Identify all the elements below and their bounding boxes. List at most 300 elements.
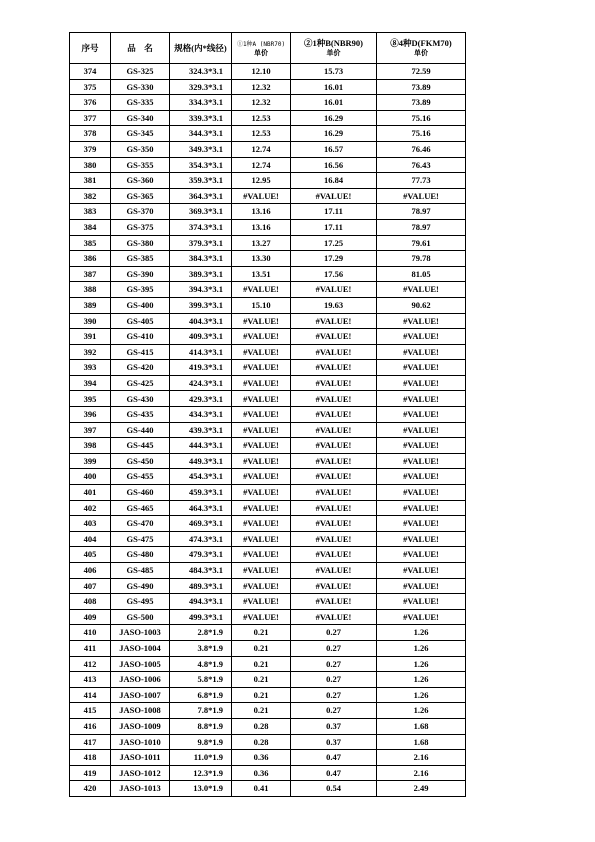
cell-price-d: 79.78: [377, 251, 466, 267]
cell-price-a: #VALUE!: [232, 453, 291, 469]
cell-price-a: #VALUE!: [232, 391, 291, 407]
cell-price-a: 0.21: [232, 687, 291, 703]
cell-price-b: 0.37: [291, 718, 377, 734]
cell-price-d: #VALUE!: [377, 188, 466, 204]
cell-spec: 449.3*3.1: [170, 453, 232, 469]
cell-spec: 2.8*1.9: [170, 625, 232, 641]
cell-serial-no: 402: [70, 500, 111, 516]
cell-price-d: 78.97: [377, 219, 466, 235]
table-row: [70, 219, 466, 235]
cell-serial-no: 379: [70, 141, 111, 157]
cell-price-d: #VALUE!: [377, 360, 466, 376]
cell-serial-no: 400: [70, 469, 111, 485]
table-row: [70, 609, 466, 625]
cell-spec: 459.3*3.1: [170, 485, 232, 501]
cell-price-b: 0.37: [291, 734, 377, 750]
cell-product-name: GS-425: [111, 375, 170, 391]
cell-price-b: 0.47: [291, 750, 377, 766]
cell-price-a: #VALUE!: [232, 438, 291, 454]
cell-price-d: #VALUE!: [377, 500, 466, 516]
cell-product-name: GS-480: [111, 547, 170, 563]
cell-serial-no: 374: [70, 64, 111, 80]
cell-serial-no: 406: [70, 563, 111, 579]
cell-price-a: #VALUE!: [232, 469, 291, 485]
cell-spec: 389.3*3.1: [170, 266, 232, 282]
cell-serial-no: 420: [70, 781, 111, 797]
cell-spec: 4.8*1.9: [170, 656, 232, 672]
cell-price-d: 72.59: [377, 64, 466, 80]
cell-spec: 494.3*3.1: [170, 594, 232, 610]
cell-price-b: 16.84: [291, 173, 377, 189]
cell-price-d: #VALUE!: [377, 594, 466, 610]
cell-price-a: #VALUE!: [232, 282, 291, 298]
table-row: [70, 453, 466, 469]
table-row: [70, 594, 466, 610]
cell-price-d: 73.89: [377, 79, 466, 95]
cell-serial-no: 399: [70, 453, 111, 469]
cell-price-b: #VALUE!: [291, 391, 377, 407]
cell-serial-no: 375: [70, 79, 111, 95]
cell-product-name: GS-370: [111, 204, 170, 220]
table-header: [70, 33, 466, 64]
cell-product-name: GS-360: [111, 173, 170, 189]
table-row: [70, 422, 466, 438]
cell-serial-no: 409: [70, 609, 111, 625]
cell-price-b: #VALUE!: [291, 594, 377, 610]
cell-price-a: 0.21: [232, 656, 291, 672]
cell-serial-no: 396: [70, 407, 111, 423]
cell-price-d: #VALUE!: [377, 422, 466, 438]
cell-product-name: GS-350: [111, 141, 170, 157]
cell-price-d: #VALUE!: [377, 313, 466, 329]
header-type-b: [291, 33, 377, 64]
cell-spec: 384.3*3.1: [170, 251, 232, 267]
cell-product-name: GS-445: [111, 438, 170, 454]
cell-price-b: #VALUE!: [291, 329, 377, 345]
cell-serial-no: 404: [70, 531, 111, 547]
header-type-d: [377, 33, 466, 64]
cell-price-d: 2.16: [377, 765, 466, 781]
cell-price-a: 13.51: [232, 266, 291, 282]
cell-price-b: 16.29: [291, 110, 377, 126]
cell-product-name: GS-410: [111, 329, 170, 345]
cell-spec: 489.3*3.1: [170, 578, 232, 594]
cell-price-b: 17.56: [291, 266, 377, 282]
cell-serial-no: 413: [70, 672, 111, 688]
cell-price-b: 0.27: [291, 672, 377, 688]
cell-price-d: #VALUE!: [377, 375, 466, 391]
table-row: [70, 375, 466, 391]
cell-price-b: #VALUE!: [291, 344, 377, 360]
cell-price-b: 16.01: [291, 95, 377, 111]
cell-product-name: JASO-1012: [111, 765, 170, 781]
cell-spec: 419.3*3.1: [170, 360, 232, 376]
cell-product-name: JASO-1009: [111, 718, 170, 734]
cell-product-name: GS-415: [111, 344, 170, 360]
cell-price-a: #VALUE!: [232, 313, 291, 329]
cell-serial-no: 386: [70, 251, 111, 267]
cell-product-name: GS-420: [111, 360, 170, 376]
table-row: [70, 313, 466, 329]
cell-spec: 464.3*3.1: [170, 500, 232, 516]
table-row: [70, 625, 466, 641]
cell-product-name: GS-455: [111, 469, 170, 485]
table-row: [70, 531, 466, 547]
cell-price-b: 17.11: [291, 219, 377, 235]
cell-spec: 479.3*3.1: [170, 547, 232, 563]
cell-serial-no: 408: [70, 594, 111, 610]
cell-price-a: 12.74: [232, 141, 291, 157]
cell-spec: 444.3*3.1: [170, 438, 232, 454]
cell-price-d: 1.68: [377, 734, 466, 750]
cell-serial-no: 398: [70, 438, 111, 454]
cell-product-name: JASO-1008: [111, 703, 170, 719]
cell-price-a: #VALUE!: [232, 360, 291, 376]
cell-price-b: 15.73: [291, 64, 377, 80]
cell-spec: 12.3*1.9: [170, 765, 232, 781]
cell-price-d: 1.68: [377, 718, 466, 734]
cell-serial-no: 418: [70, 750, 111, 766]
table-row: [70, 282, 466, 298]
table-row: [70, 329, 466, 345]
cell-price-a: 12.53: [232, 126, 291, 142]
cell-price-d: 1.26: [377, 625, 466, 641]
cell-price-b: #VALUE!: [291, 438, 377, 454]
cell-price-a: #VALUE!: [232, 188, 291, 204]
cell-spec: 7.8*1.9: [170, 703, 232, 719]
cell-price-a: 12.32: [232, 79, 291, 95]
cell-spec: 364.3*3.1: [170, 188, 232, 204]
cell-price-b: 19.63: [291, 297, 377, 313]
cell-product-name: GS-440: [111, 422, 170, 438]
cell-serial-no: 378: [70, 126, 111, 142]
cell-price-d: #VALUE!: [377, 329, 466, 345]
cell-spec: 11.0*1.9: [170, 750, 232, 766]
cell-spec: 13.0*1.9: [170, 781, 232, 797]
cell-spec: 5.8*1.9: [170, 672, 232, 688]
cell-product-name: GS-465: [111, 500, 170, 516]
cell-serial-no: 390: [70, 313, 111, 329]
cell-price-d: #VALUE!: [377, 469, 466, 485]
cell-price-a: 0.28: [232, 718, 291, 734]
cell-price-a: 0.21: [232, 640, 291, 656]
table-row: [70, 407, 466, 423]
cell-serial-no: 416: [70, 718, 111, 734]
cell-product-name: GS-365: [111, 188, 170, 204]
cell-serial-no: 401: [70, 485, 111, 501]
table-row: [70, 687, 466, 703]
cell-product-name: GS-385: [111, 251, 170, 267]
table-row: [70, 640, 466, 656]
table-row: [70, 64, 466, 80]
cell-serial-no: 415: [70, 703, 111, 719]
table-row: [70, 297, 466, 313]
table-row: [70, 95, 466, 111]
table-row: [70, 485, 466, 501]
cell-price-a: 0.21: [232, 625, 291, 641]
cell-price-b: 0.47: [291, 765, 377, 781]
cell-spec: 414.3*3.1: [170, 344, 232, 360]
cell-price-a: 13.16: [232, 204, 291, 220]
cell-serial-no: 380: [70, 157, 111, 173]
table-row: [70, 126, 466, 142]
cell-price-b: #VALUE!: [291, 360, 377, 376]
cell-price-a: #VALUE!: [232, 500, 291, 516]
cell-price-b: #VALUE!: [291, 453, 377, 469]
cell-price-b: #VALUE!: [291, 469, 377, 485]
cell-price-b: 17.29: [291, 251, 377, 267]
cell-serial-no: 417: [70, 734, 111, 750]
cell-product-name: GS-495: [111, 594, 170, 610]
cell-product-name: GS-405: [111, 313, 170, 329]
cell-product-name: GS-500: [111, 609, 170, 625]
cell-spec: 434.3*3.1: [170, 407, 232, 423]
cell-product-name: GS-490: [111, 578, 170, 594]
cell-spec: 469.3*3.1: [170, 516, 232, 532]
cell-spec: 334.3*3.1: [170, 95, 232, 111]
cell-price-a: 12.74: [232, 157, 291, 173]
cell-price-d: #VALUE!: [377, 438, 466, 454]
price-table: [69, 32, 466, 797]
cell-product-name: GS-340: [111, 110, 170, 126]
cell-price-d: #VALUE!: [377, 516, 466, 532]
table-row: [70, 656, 466, 672]
header-type-d-unit: 单价: [414, 48, 428, 57]
header-type-a: [232, 33, 291, 64]
cell-serial-no: 393: [70, 360, 111, 376]
cell-price-a: 12.95: [232, 173, 291, 189]
cell-price-d: 73.89: [377, 95, 466, 111]
cell-price-d: #VALUE!: [377, 578, 466, 594]
cell-spec: 379.3*3.1: [170, 235, 232, 251]
cell-serial-no: 410: [70, 625, 111, 641]
cell-price-b: #VALUE!: [291, 578, 377, 594]
cell-price-a: #VALUE!: [232, 329, 291, 345]
header-product-name: 品 名: [111, 33, 170, 64]
cell-price-d: 1.26: [377, 640, 466, 656]
cell-spec: 369.3*3.1: [170, 204, 232, 220]
cell-price-a: 13.16: [232, 219, 291, 235]
header-type-b-unit: 单价: [326, 48, 341, 57]
cell-spec: 324.3*3.1: [170, 64, 232, 80]
cell-product-name: JASO-1003: [111, 625, 170, 641]
cell-price-a: 0.21: [232, 703, 291, 719]
cell-serial-no: 412: [70, 656, 111, 672]
table-row: [70, 765, 466, 781]
cell-serial-no: 397: [70, 422, 111, 438]
cell-product-name: GS-355: [111, 157, 170, 173]
cell-price-b: #VALUE!: [291, 609, 377, 625]
cell-product-name: JASO-1005: [111, 656, 170, 672]
table-row: [70, 141, 466, 157]
cell-serial-no: 382: [70, 188, 111, 204]
cell-price-a: 12.53: [232, 110, 291, 126]
cell-spec: 404.3*3.1: [170, 313, 232, 329]
cell-serial-no: 395: [70, 391, 111, 407]
cell-product-name: JASO-1004: [111, 640, 170, 656]
table-row: [70, 266, 466, 282]
cell-price-b: 0.27: [291, 656, 377, 672]
cell-spec: 349.3*3.1: [170, 141, 232, 157]
cell-product-name: GS-395: [111, 282, 170, 298]
cell-product-name: GS-430: [111, 391, 170, 407]
cell-price-d: 78.97: [377, 204, 466, 220]
cell-price-b: #VALUE!: [291, 516, 377, 532]
table-row: [70, 251, 466, 267]
cell-price-d: 81.05: [377, 266, 466, 282]
cell-price-b: 0.27: [291, 625, 377, 641]
table-row: [70, 173, 466, 189]
cell-price-b: #VALUE!: [291, 188, 377, 204]
cell-serial-no: 391: [70, 329, 111, 345]
header-type-a-title: ①1种A (NBR70): [236, 41, 286, 48]
cell-spec: 454.3*3.1: [170, 469, 232, 485]
table-row: [70, 391, 466, 407]
cell-serial-no: 405: [70, 547, 111, 563]
cell-serial-no: 394: [70, 375, 111, 391]
cell-spec: 8.8*1.9: [170, 718, 232, 734]
cell-price-d: #VALUE!: [377, 563, 466, 579]
cell-price-d: 76.46: [377, 141, 466, 157]
header-type-d-title: ⑧4种D(FKM70): [390, 38, 452, 49]
cell-price-a: 13.27: [232, 235, 291, 251]
cell-price-a: 12.10: [232, 64, 291, 80]
cell-price-a: 15.10: [232, 297, 291, 313]
cell-product-name: JASO-1010: [111, 734, 170, 750]
cell-serial-no: 411: [70, 640, 111, 656]
cell-price-b: 16.01: [291, 79, 377, 95]
cell-product-name: GS-375: [111, 219, 170, 235]
cell-price-a: 13.30: [232, 251, 291, 267]
cell-price-a: #VALUE!: [232, 609, 291, 625]
cell-serial-no: 383: [70, 204, 111, 220]
cell-spec: 3.8*1.9: [170, 640, 232, 656]
cell-spec: 9.8*1.9: [170, 734, 232, 750]
cell-spec: 474.3*3.1: [170, 531, 232, 547]
cell-price-b: #VALUE!: [291, 547, 377, 563]
cell-price-d: 1.26: [377, 687, 466, 703]
cell-price-d: #VALUE!: [377, 485, 466, 501]
table-row: [70, 360, 466, 376]
cell-price-a: #VALUE!: [232, 547, 291, 563]
cell-spec: 499.3*3.1: [170, 609, 232, 625]
cell-spec: 399.3*3.1: [170, 297, 232, 313]
table-row: [70, 438, 466, 454]
table-row: [70, 703, 466, 719]
header-row: [70, 33, 466, 64]
cell-serial-no: 414: [70, 687, 111, 703]
cell-serial-no: 385: [70, 235, 111, 251]
cell-serial-no: 419: [70, 765, 111, 781]
cell-price-a: #VALUE!: [232, 516, 291, 532]
cell-product-name: GS-460: [111, 485, 170, 501]
table-row: [70, 204, 466, 220]
table-row: [70, 344, 466, 360]
cell-product-name: GS-470: [111, 516, 170, 532]
cell-price-d: 1.26: [377, 703, 466, 719]
cell-price-a: #VALUE!: [232, 375, 291, 391]
table-row: [70, 79, 466, 95]
table-row: [70, 157, 466, 173]
cell-price-b: #VALUE!: [291, 375, 377, 391]
cell-spec: 354.3*3.1: [170, 157, 232, 173]
cell-product-name: GS-390: [111, 266, 170, 282]
cell-price-d: #VALUE!: [377, 609, 466, 625]
table-row: [70, 547, 466, 563]
cell-price-b: 17.11: [291, 204, 377, 220]
cell-price-a: #VALUE!: [232, 594, 291, 610]
cell-price-b: #VALUE!: [291, 422, 377, 438]
cell-price-d: 75.16: [377, 126, 466, 142]
cell-price-a: 0.41: [232, 781, 291, 797]
header-serial-no: 序号: [70, 33, 111, 64]
cell-serial-no: 403: [70, 516, 111, 532]
cell-spec: 374.3*3.1: [170, 219, 232, 235]
cell-price-b: 0.27: [291, 640, 377, 656]
cell-price-b: 0.27: [291, 687, 377, 703]
cell-product-name: JASO-1013: [111, 781, 170, 797]
cell-price-d: #VALUE!: [377, 547, 466, 563]
cell-price-d: #VALUE!: [377, 453, 466, 469]
cell-serial-no: 377: [70, 110, 111, 126]
cell-spec: 424.3*3.1: [170, 375, 232, 391]
cell-price-b: #VALUE!: [291, 531, 377, 547]
cell-price-b: #VALUE!: [291, 313, 377, 329]
cell-product-name: GS-345: [111, 126, 170, 142]
cell-product-name: GS-485: [111, 563, 170, 579]
table-row: [70, 672, 466, 688]
cell-price-d: #VALUE!: [377, 344, 466, 360]
cell-price-b: 16.29: [291, 126, 377, 142]
cell-price-a: #VALUE!: [232, 407, 291, 423]
cell-price-b: 0.27: [291, 703, 377, 719]
header-type-a-unit: 单价: [254, 49, 268, 57]
cell-price-d: 77.73: [377, 173, 466, 189]
cell-serial-no: 387: [70, 266, 111, 282]
cell-serial-no: 388: [70, 282, 111, 298]
cell-spec: 339.3*3.1: [170, 110, 232, 126]
cell-product-name: GS-475: [111, 531, 170, 547]
cell-spec: 429.3*3.1: [170, 391, 232, 407]
table-row: [70, 235, 466, 251]
table-row: [70, 718, 466, 734]
cell-price-b: #VALUE!: [291, 563, 377, 579]
cell-product-name: GS-400: [111, 297, 170, 313]
cell-price-b: 17.25: [291, 235, 377, 251]
cell-price-a: 0.36: [232, 750, 291, 766]
cell-spec: 6.8*1.9: [170, 687, 232, 703]
cell-spec: 409.3*3.1: [170, 329, 232, 345]
cell-product-name: GS-450: [111, 453, 170, 469]
cell-spec: 344.3*3.1: [170, 126, 232, 142]
cell-product-name: GS-330: [111, 79, 170, 95]
cell-price-a: 0.21: [232, 672, 291, 688]
cell-price-a: #VALUE!: [232, 344, 291, 360]
cell-price-a: #VALUE!: [232, 531, 291, 547]
cell-price-b: 16.56: [291, 157, 377, 173]
table-row: [70, 110, 466, 126]
cell-price-d: 90.62: [377, 297, 466, 313]
cell-price-a: #VALUE!: [232, 563, 291, 579]
cell-price-a: #VALUE!: [232, 422, 291, 438]
cell-price-d: #VALUE!: [377, 282, 466, 298]
cell-product-name: GS-435: [111, 407, 170, 423]
cell-serial-no: 392: [70, 344, 111, 360]
cell-price-d: 1.26: [377, 672, 466, 688]
cell-spec: 329.3*3.1: [170, 79, 232, 95]
cell-price-a: #VALUE!: [232, 578, 291, 594]
header-spec: 规格(内*线径): [170, 33, 232, 64]
